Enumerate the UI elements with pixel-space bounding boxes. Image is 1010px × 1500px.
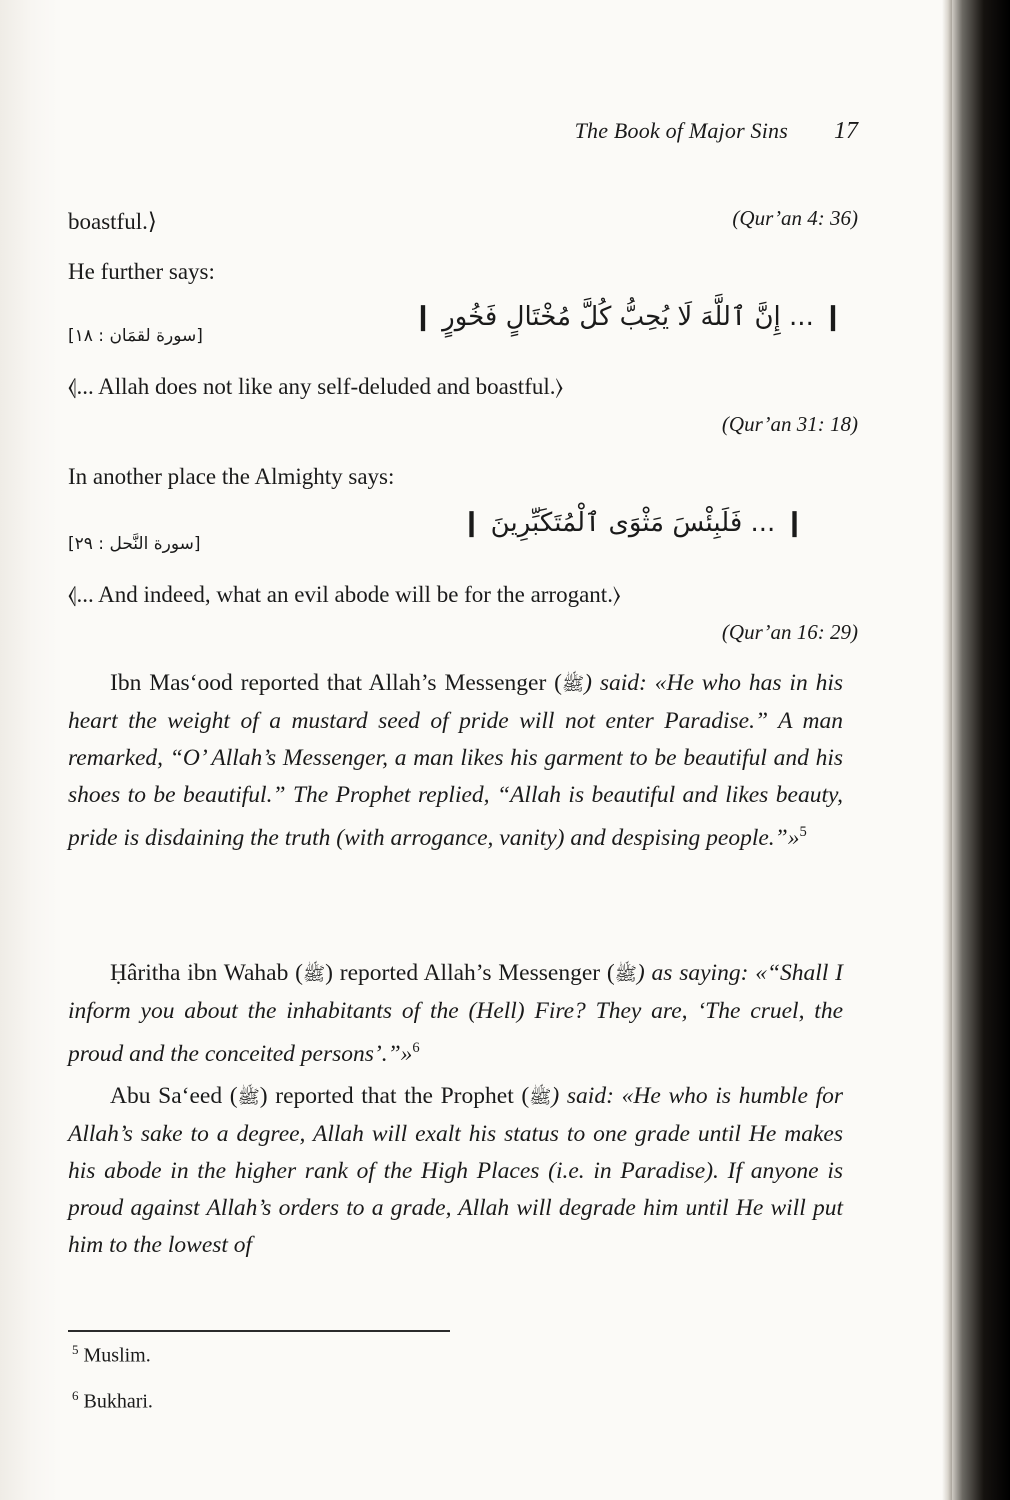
hadith-3-narrator-cont: ) reported that the Prophet (: [259, 1083, 530, 1109]
footnote-item: [72, 1342, 151, 1368]
header-book-title: The Book of Major Sins: [574, 118, 788, 143]
salutation-icon: ﷺ: [237, 1087, 260, 1108]
page-number: 17: [834, 118, 858, 144]
hadith-paragraph-2: [68, 955, 843, 1073]
arabic-source-1: [سورة لقمَان : ١٨]: [68, 326, 203, 346]
salutation-icon: ﷺ: [562, 674, 585, 695]
hadith-1-text: ) said: «He who has in his heart the weight of a mustard seed of pride will not enter Paradise.” A man remarked, “O’ Allah’s Messenger, a man likes his garment to be beautiful and his shoes to be beautiful.” The Prophet replied, “Allah is beautiful and likes beauty, pride is disdaining the truth (with arrogance, vanity) and despising people.”»: [68, 670, 844, 851]
hadith-1-narrator: Ibn Mas‘ood reported that Allah’s Messenger (: [110, 670, 562, 696]
salutation-icon: ﷺ: [529, 1087, 552, 1108]
footnote-text: Bukhari.: [83, 1390, 153, 1413]
hadith-3-text: ) said: «He who is humble for Allah’s sake to a degree, Allah will exalt his status to one grade until He makes his abode in the higher rank of the High Places (i.e. in Paradise). If anyone is proud against Allah’s orders to a grade, Allah will degrade him until He will put him to the lowest of: [68, 1083, 843, 1258]
quran-reference-3: (Qur’an 16: 29): [721, 620, 858, 644]
salutation-icon: ﷺ: [303, 964, 326, 985]
page-edge: [942, 0, 952, 1500]
hadith-2-narrator-cont: ) reported Allah’s Messenger (: [325, 960, 615, 986]
hadith-paragraph-3: [68, 1078, 843, 1264]
page-content: [68, 0, 868, 1500]
running-header: [68, 118, 868, 145]
hadith-2-narrator: Ḥâritha ibn Wahab (: [110, 960, 303, 986]
footnote-separator: [68, 1330, 450, 1332]
footnote-item: [72, 1388, 153, 1414]
hadith-3-narrator: Abu Sa‘eed (: [110, 1083, 238, 1109]
footnote-number: 6: [72, 1388, 79, 1403]
verse-translation-2: ⦉... And indeed, what an evil abode will be for the arrogant.⟩: [68, 582, 621, 607]
footnote-marker-5: 5: [799, 824, 807, 840]
footnote-marker-6: 6: [412, 1040, 420, 1056]
hadith-2-text: ) as saying: «“Shall I inform you about the inhabitants of the (Hell) Fire? They are, ‘The cruel, the proud and the conceited persons’.”»: [68, 960, 843, 1067]
arabic-verse-2: ❙ ... فَلَبِئْسَ مَثْوَى ٱلْمُتَكَبِّرِينَ ❙: [460, 508, 806, 538]
quran-reference-1: (Qur’an 4: 36): [732, 206, 858, 230]
continuation-line: boastful.⟩: [68, 209, 157, 234]
book-spine-shadow: [952, 0, 1010, 1500]
arabic-source-2: [سورة النَّحل : ٢٩]: [68, 534, 201, 554]
footnote-text: Muslim.: [83, 1344, 151, 1367]
page-left-gutter: [0, 0, 58, 1500]
footnote-number: 5: [72, 1342, 79, 1357]
intro-line-2: In another place the Almighty says:: [68, 464, 395, 489]
intro-line-1: He further says:: [68, 259, 215, 284]
hadith-paragraph-1: [68, 665, 843, 857]
quran-reference-2: (Qur’an 31: 18): [721, 412, 858, 436]
salutation-icon: ﷺ: [614, 964, 637, 985]
arabic-verse-1: ❙ ... إِنَّ ٱللَّهَ لَا يُحِبُّ كُلَّ مُخْتَالٍ فَخُورٍ ❙: [412, 302, 844, 332]
verse-translation-1: ⦉... Allah does not like any self-deluded and boastful.⟩: [68, 374, 564, 399]
